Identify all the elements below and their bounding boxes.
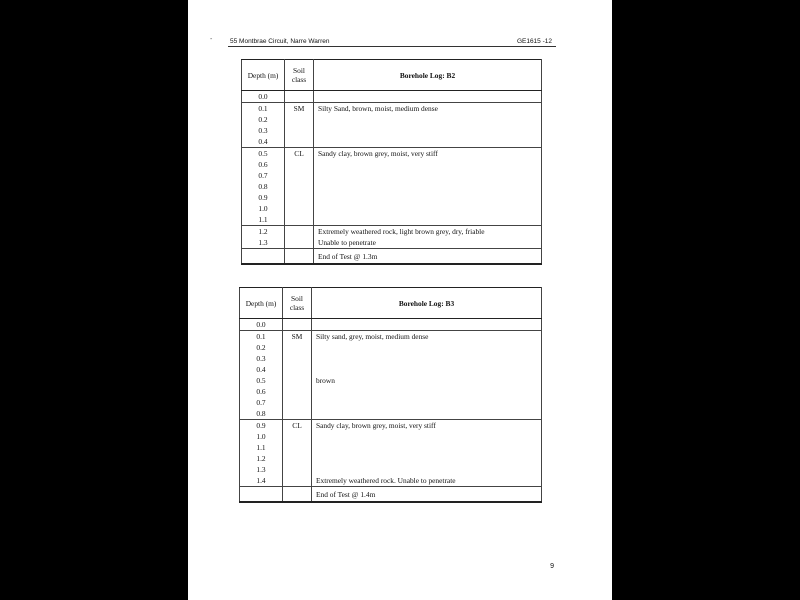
description-cell — [312, 442, 542, 453]
soil-class-cell — [283, 353, 312, 364]
soil-class-cell — [285, 159, 314, 170]
soil-class-header: Soil class — [283, 288, 312, 319]
depth-cell: 0.3 — [242, 125, 285, 136]
soil-class-cell — [283, 431, 312, 442]
borehole-log-b2 — [241, 59, 542, 265]
depth-cell: 0.0 — [242, 91, 285, 103]
description-cell: Sandy clay, brown grey, moist, very stiff — [312, 420, 542, 432]
depth-cell: 0.8 — [240, 408, 283, 420]
table-row — [240, 475, 542, 487]
description-cell — [314, 125, 542, 136]
table-row — [242, 103, 542, 115]
soil-class-cell — [285, 226, 314, 238]
borehole-log-b3 — [239, 287, 542, 503]
header-job-number: GE1615 -12 — [516, 38, 552, 45]
description-cell — [314, 192, 542, 203]
depth-header: Depth (m) — [242, 60, 285, 91]
depth-cell: 1.0 — [240, 431, 283, 442]
table-row — [242, 125, 542, 136]
table-row — [242, 159, 542, 170]
depth-cell: 1.2 — [240, 453, 283, 464]
soil-class-cell — [285, 237, 314, 249]
depth-cell: 1.3 — [240, 464, 283, 475]
soil-class-cell — [285, 114, 314, 125]
depth-cell: 0.9 — [242, 192, 285, 203]
table-row — [240, 464, 542, 475]
depth-cell: 0.5 — [240, 375, 283, 386]
table-row — [242, 237, 542, 249]
table-row — [240, 364, 542, 375]
depth-cell: 0.1 — [240, 331, 283, 343]
depth-cell: 1.2 — [242, 226, 285, 238]
page-number: 9 — [550, 563, 554, 570]
description-cell — [312, 342, 542, 353]
table-row — [240, 420, 542, 432]
description-cell — [314, 170, 542, 181]
description-cell: Silty sand, grey, moist, medium dense — [312, 331, 542, 343]
soil-class-cell — [283, 475, 312, 487]
table-row — [240, 386, 542, 397]
description-cell — [312, 386, 542, 397]
soil-class-cell: CL — [283, 420, 312, 432]
depth-cell: 0.3 — [240, 353, 283, 364]
soil-class-cell: SM — [285, 103, 314, 115]
depth-cell: 1.4 — [240, 475, 283, 487]
table-row — [242, 136, 542, 148]
soil-class-cell — [285, 181, 314, 192]
description-cell — [314, 114, 542, 125]
soil-class-cell — [285, 192, 314, 203]
depth-cell: 1.0 — [242, 203, 285, 214]
table-row — [240, 431, 542, 442]
depth-cell: 1.1 — [240, 442, 283, 453]
table-row — [242, 192, 542, 203]
soil-class-cell — [283, 453, 312, 464]
soil-class-cell: CL — [285, 148, 314, 160]
description-cell — [312, 319, 542, 331]
depth-cell: 0.0 — [240, 319, 283, 331]
table-row — [240, 342, 542, 353]
depth-cell: 0.6 — [240, 386, 283, 397]
description-cell — [312, 408, 542, 420]
soil-class-cell: SM — [283, 331, 312, 343]
description-cell — [312, 453, 542, 464]
description-cell — [312, 364, 542, 375]
table-row — [240, 408, 542, 420]
depth-cell: 1.3 — [242, 237, 285, 249]
header-rule — [228, 46, 556, 47]
description-cell — [314, 203, 542, 214]
description-cell: brown — [312, 375, 542, 386]
table-row — [240, 319, 542, 331]
soil-class-cell — [285, 170, 314, 181]
table-row — [240, 442, 542, 453]
soil-class-cell — [285, 125, 314, 136]
table-row — [242, 181, 542, 192]
depth-cell: 0.9 — [240, 420, 283, 432]
table-row — [242, 226, 542, 238]
description-cell — [314, 91, 542, 103]
soil-class-cell — [283, 397, 312, 408]
depth-cell: 0.8 — [242, 181, 285, 192]
depth-cell: 0.5 — [242, 148, 285, 160]
soil-class-cell — [283, 442, 312, 453]
log-title: Borehole Log: B3 — [312, 288, 542, 319]
soil-class-cell — [283, 364, 312, 375]
description-cell: Unable to penetrate — [314, 237, 542, 249]
soil-class-header: Soil class — [285, 60, 314, 91]
soil-class-cell — [283, 375, 312, 386]
table-row — [242, 148, 542, 160]
table-row — [242, 114, 542, 125]
end-of-test: End of Test @ 1.3m — [314, 249, 542, 265]
description-cell — [314, 181, 542, 192]
depth-cell: 1.1 — [242, 214, 285, 226]
soil-class-cell — [283, 464, 312, 475]
description-cell: Extremely weathered rock, light brown grey, dry, friable — [314, 226, 542, 238]
soil-class-cell — [285, 91, 314, 103]
table-row — [240, 453, 542, 464]
description-cell — [312, 464, 542, 475]
soil-class-cell — [285, 203, 314, 214]
scan-mark: - — [210, 36, 213, 43]
table-row — [240, 397, 542, 408]
depth-header: Depth (m) — [240, 288, 283, 319]
description-cell: Sandy clay, brown grey, moist, very stiff — [314, 148, 542, 160]
table-row — [242, 91, 542, 103]
log-title: Borehole Log: B2 — [314, 60, 542, 91]
depth-cell: 0.2 — [240, 342, 283, 353]
description-cell — [312, 397, 542, 408]
depth-cell: 0.7 — [242, 170, 285, 181]
description-cell — [314, 214, 542, 226]
description-cell — [312, 431, 542, 442]
depth-cell: 0.7 — [240, 397, 283, 408]
depth-cell: 0.1 — [242, 103, 285, 115]
table-row — [242, 170, 542, 181]
end-of-test: End of Test @ 1.4m — [312, 487, 542, 503]
soil-class-cell — [283, 408, 312, 420]
soil-class-cell — [283, 319, 312, 331]
soil-class-cell — [285, 136, 314, 148]
depth-cell: 0.2 — [242, 114, 285, 125]
table-row — [240, 353, 542, 364]
description-cell — [314, 136, 542, 148]
depth-cell: 0.6 — [242, 159, 285, 170]
soil-class-cell — [283, 386, 312, 397]
soil-class-cell — [285, 214, 314, 226]
table-row — [240, 331, 542, 343]
document-page — [188, 0, 612, 600]
depth-cell: 0.4 — [240, 364, 283, 375]
depth-cell: 0.4 — [242, 136, 285, 148]
header-address: 55 Montbrae Circuit, Narre Warren — [230, 38, 330, 45]
description-cell — [312, 353, 542, 364]
description-cell: Extremely weathered rock. Unable to penetrate — [312, 475, 542, 487]
table-row — [242, 214, 542, 226]
description-cell — [314, 159, 542, 170]
table-row — [240, 375, 542, 386]
soil-class-cell — [283, 342, 312, 353]
description-cell: Silty Sand, brown, moist, medium dense — [314, 103, 542, 115]
table-row — [242, 203, 542, 214]
